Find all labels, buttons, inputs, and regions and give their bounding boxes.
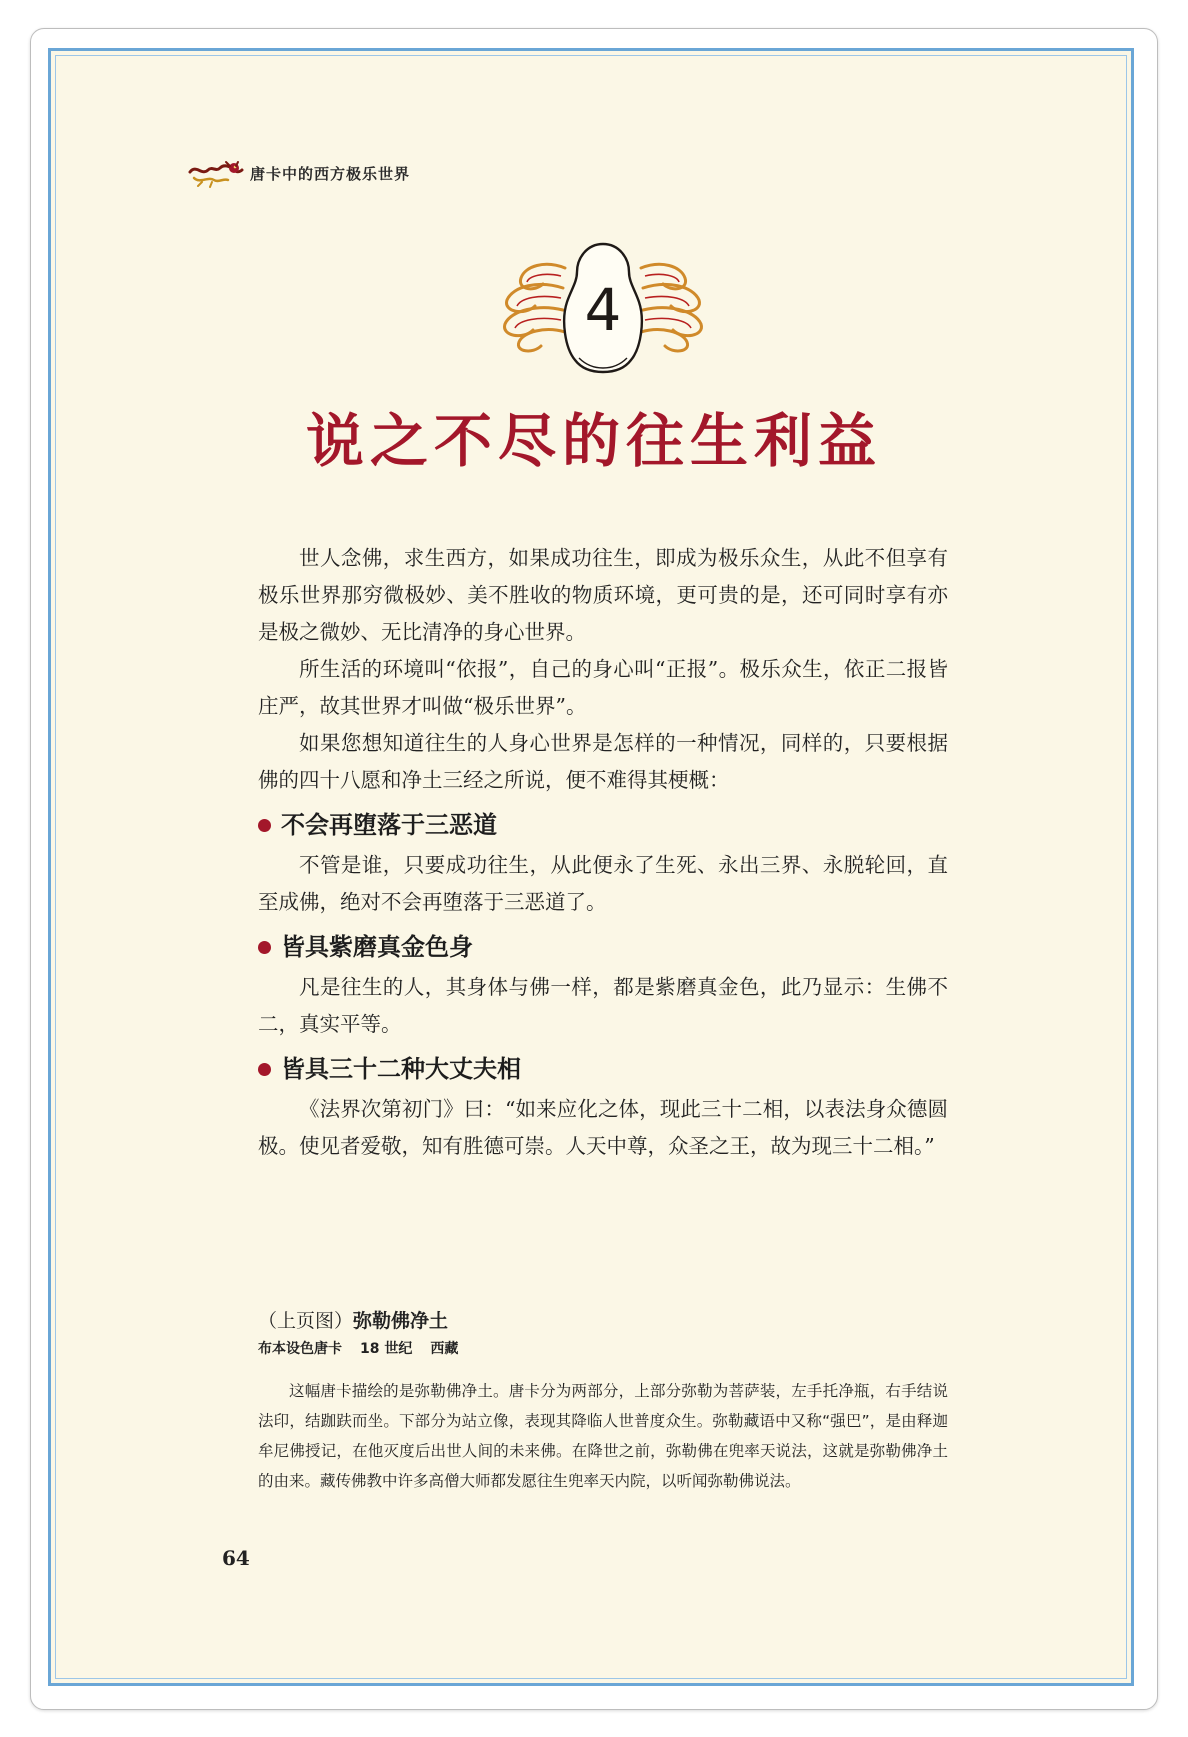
running-head-title: 唐卡中的西方极乐世界 <box>250 164 411 183</box>
section-paragraph: 凡是往生的人，其身体与佛一样，都是紫磨真金色，此乃显示：生佛不二，真实平等。 <box>258 975 948 1036</box>
caption-title <box>258 1306 948 1336</box>
red-dot-icon <box>258 1063 271 1076</box>
section-paragraph: 不管是谁，只要成功往生，从此便永了生死、永出三界、永脱轮回，直至成佛，绝对不会再堕落于三恶道了。 <box>258 853 948 914</box>
caption-century: 18 世纪 <box>360 1341 413 1357</box>
main-text <box>258 540 948 1165</box>
caption-medium: 布本设色唐卡 <box>258 1341 342 1357</box>
caption-reference: （上页图） <box>258 1310 354 1332</box>
intro-paragraph: 如果您想知道往生的人身心世界是怎样的一种情况，同样的，只要根据佛的四十八愿和净土三经之所说，便不难得其梗概： <box>258 731 948 792</box>
section-heading-text: 皆具三十二种大丈夫相 <box>281 1055 521 1083</box>
section-heading <box>258 1049 948 1089</box>
intro-paragraph: 世人念佛，求生西方，如果成功往生，即成为极乐众生，从此不但享有极乐世界那穷微极妙、美不胜收的物质环境，更可贵的是，还可同时享有亦是极之微妙、无比清净的身心世界。 <box>258 546 948 644</box>
intro-paragraph: 所生活的环境叫“依报”，自己的身心叫“正报”。极乐众生，依正二报皆庄严，故其世界才叫做“极乐世界”。 <box>258 657 948 718</box>
caption-meta <box>258 1336 948 1362</box>
caption-name: 弥勒佛净土 <box>353 1310 449 1332</box>
chapter-title: 说之不尽的往生利益 <box>305 407 882 475</box>
red-dot-icon <box>258 819 271 832</box>
red-dot-icon <box>258 941 271 954</box>
dragon-icon <box>188 158 244 188</box>
caption-body: 这幅唐卡描绘的是弥勒佛净土。唐卡分为两部分，上部分弥勒为菩萨装，左手托净瓶，右手结说法印，结跏趺而坐。下部分为站立像，表现其降临人世普度众生。弥勒藏语中又称“强巴”，是由释迦牟尼佛授记，在他灭度后出世人间的未来佛。在降世之前，弥勒佛在兜率天说法，这就是弥勒佛净土的由来。藏传佛教中许多高僧大师都发愿往生兜率天内院，以听闻弥勒佛说法。 <box>258 1382 948 1490</box>
page-number: 64 <box>222 1546 250 1570</box>
running-head <box>188 158 410 188</box>
section-heading-text: 不会再堕落于三恶道 <box>281 811 497 839</box>
chapter-number: 4 <box>584 276 622 344</box>
caption-origin: 西藏 <box>430 1341 459 1357</box>
section-heading <box>258 805 948 845</box>
section-paragraph: 《法界次第初门》曰：“如来应化之体，现此三十二相，以表法身众德圆极。使见者爱敬，知有胜德可崇。人天中尊，众圣之王，故为现三十二相。” <box>258 1097 948 1158</box>
section-heading <box>258 927 948 967</box>
section-heading-text: 皆具紫磨真金色身 <box>281 933 473 961</box>
figure-caption <box>258 1306 948 1496</box>
